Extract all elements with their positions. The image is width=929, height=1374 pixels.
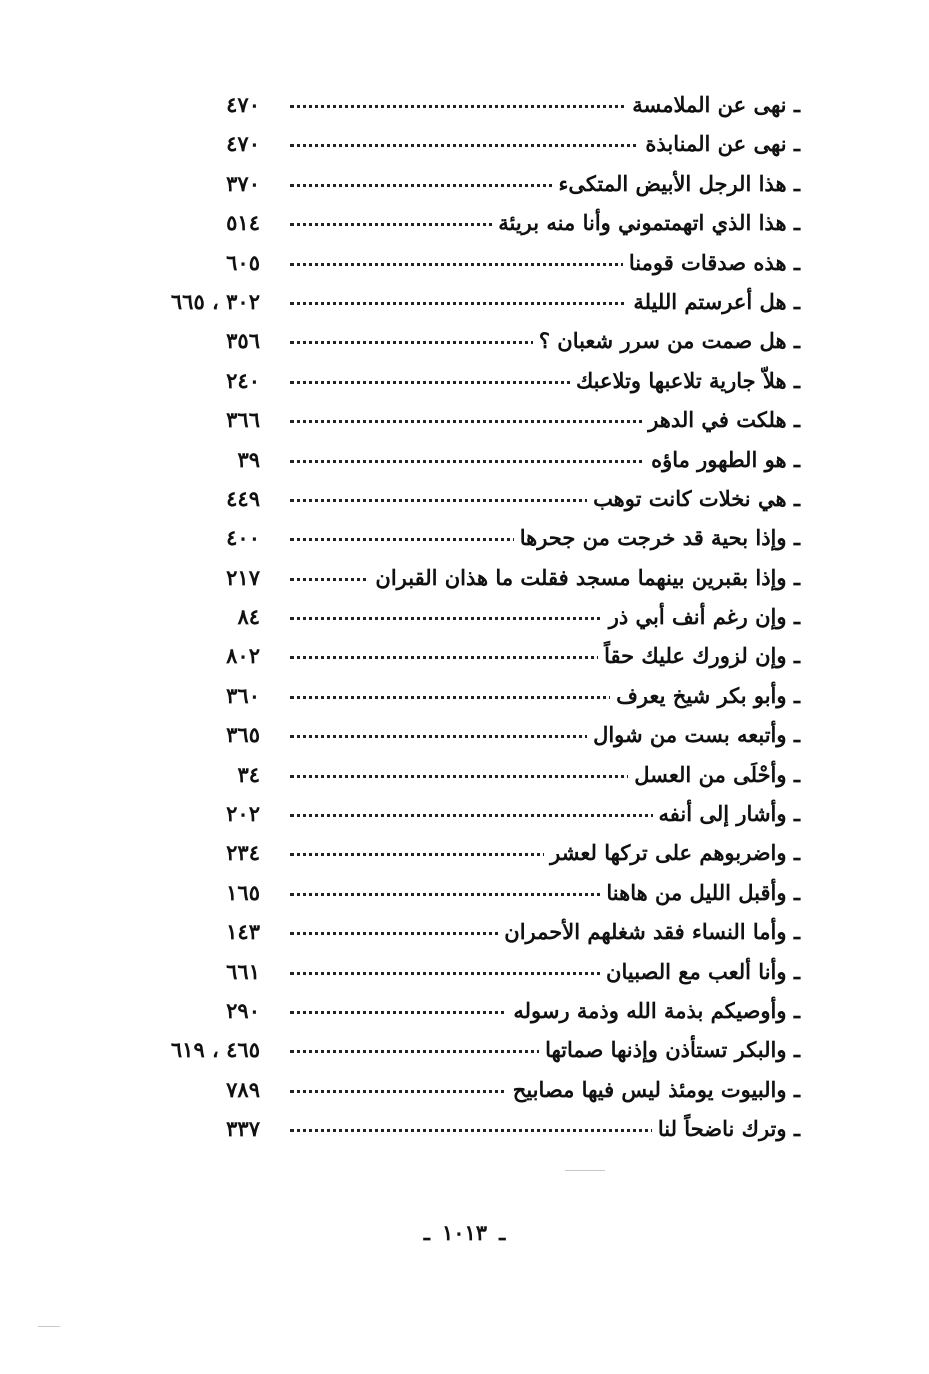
index-entry [120, 519, 800, 558]
index-entry [120, 992, 800, 1031]
entry-text: ـ نهى عن المنابذة [639, 131, 800, 157]
entry-text: ـ واضربوهم على تركها لعشر [544, 840, 800, 866]
entry-pages: ٣٦٠ [226, 682, 260, 708]
entry-text: ـ وإن لزورك عليك حقاً [598, 643, 800, 669]
entry-pages: ٦٦١ [226, 958, 260, 984]
entry-pages: ٤٤٩ [226, 485, 260, 511]
entry-text: ـ وأوصيكم بذمة الله وذمة رسوله [507, 998, 800, 1024]
entry-text: ـ هذا الذي اتهمتموني وأنا منه بريئة [492, 210, 800, 236]
index-entry [120, 637, 800, 676]
entry-pages: ٢١٧ [226, 564, 260, 590]
index-entry [120, 244, 800, 283]
index-entry [120, 795, 800, 834]
entry-text: ـ هلاّ جارية تلاعبها وتلاعبك [570, 368, 800, 394]
entry-text: ـ وإن رغم أنف أبي ذر [603, 604, 800, 630]
index-entry [120, 598, 800, 637]
entry-pages: ٧٨٩ [226, 1076, 260, 1102]
entry-pages: ٣٠٢ ، ٦٦٥ [170, 288, 260, 314]
index-entry [120, 1071, 800, 1110]
entry-pages: ٣٣٧ [226, 1116, 260, 1142]
entry-text: ـ وترك ناضحاً لنا [652, 1116, 800, 1142]
page-number-value: ١٠١٣ [441, 1220, 488, 1245]
entry-pages: ٨٠٢ [226, 643, 260, 669]
entry-text: ـ وأبو بكر شيخ يعرف [610, 683, 800, 709]
entry-text: ـ نهى عن الملامسة [626, 92, 800, 118]
index-entry [120, 86, 800, 125]
index-entry [120, 362, 800, 401]
index-entry [120, 913, 800, 952]
entry-text: ـ وأقبل الليل من هاهنا [600, 880, 800, 906]
entry-pages: ٢٤٠ [226, 367, 260, 393]
entry-text: ـ وإذا بحية قد خرجت من جحرها [514, 525, 800, 551]
entry-pages: ٢٠٢ [226, 801, 260, 827]
index-entry [120, 834, 800, 873]
entry-text: ـ وأشار إلى أنفه [653, 801, 801, 827]
entry-pages: ٤٠٠ [226, 525, 260, 551]
index-entry [120, 125, 800, 164]
entry-text: ـ هذا الرجل الأبيض المتكىء [553, 171, 800, 197]
entry-pages: ١٦٥ [226, 879, 260, 905]
entry-pages: ٨٤ [237, 604, 260, 630]
entry-pages: ١٤٣ [226, 919, 260, 945]
index-entry [120, 204, 800, 243]
entry-text: ـ وإذا بقبرين بينهما مسجد فقلت ما هذان القبران [369, 565, 800, 591]
index-entry [120, 165, 800, 204]
entry-pages: ٣٩ [237, 446, 260, 472]
index-entry [120, 322, 800, 361]
entry-text: ـ وأحْلَى من العسل [628, 762, 800, 788]
index-entry [120, 874, 800, 913]
entry-text: ـ هو الطهور ماؤه [645, 447, 800, 473]
index-entry [120, 480, 800, 519]
entry-text: ـ وأما النساء فقد شغلهم الأحمران [498, 919, 800, 945]
index-entry [120, 283, 800, 322]
entry-pages: ٤٧٠ [226, 131, 260, 157]
entry-pages: ٣٧٠ [226, 170, 260, 196]
entry-pages: ٤٦٥ ، ٦١٩ [170, 1037, 260, 1063]
index-entry [120, 401, 800, 440]
entry-text: ـ وأنا ألعب مع الصبيان [600, 959, 800, 985]
index-list [120, 86, 800, 1150]
entry-pages: ٤٧٠ [226, 92, 260, 117]
index-entry [120, 953, 800, 992]
entry-text: ـ هلكت في الدهر [642, 407, 800, 433]
entry-pages: ٢٩٠ [226, 997, 260, 1023]
index-entry [120, 716, 800, 755]
entry-pages: ٣٤ [237, 761, 260, 787]
entry-pages: ٦٠٥ [226, 249, 260, 275]
entry-text: ـ وأتبعه بست من شوال [587, 722, 800, 748]
page-number: ـ١٠١٣ـ [423, 1220, 506, 1245]
entry-pages: ٣٦٦ [226, 407, 260, 433]
entry-text: ـ هل صمت من سرر شعبان ؟ [533, 328, 800, 354]
index-entry [120, 677, 800, 716]
entry-text: ـ هل أعرستم الليلة [627, 289, 800, 315]
index-entry [120, 559, 800, 598]
index-entry [120, 1110, 800, 1149]
entry-text: ـ والبيوت يومئذ ليس فيها مصابيح [507, 1077, 800, 1103]
entry-pages: ٢٣٤ [226, 840, 260, 866]
entry-pages: ٥١٤ [226, 210, 260, 236]
entry-pages: ٣٥٦ [226, 328, 260, 354]
entry-pages: ٣٦٥ [226, 722, 260, 748]
entry-text: ـ هذه صدقات قومنا [623, 250, 800, 276]
index-entry [120, 756, 800, 795]
entry-text: ـ هي نخلات كانت توهب [587, 486, 800, 512]
index-entry [120, 441, 800, 480]
entry-text: ـ والبكر تستأذن وإذنها صماتها [539, 1037, 800, 1063]
index-entry [120, 1031, 800, 1070]
